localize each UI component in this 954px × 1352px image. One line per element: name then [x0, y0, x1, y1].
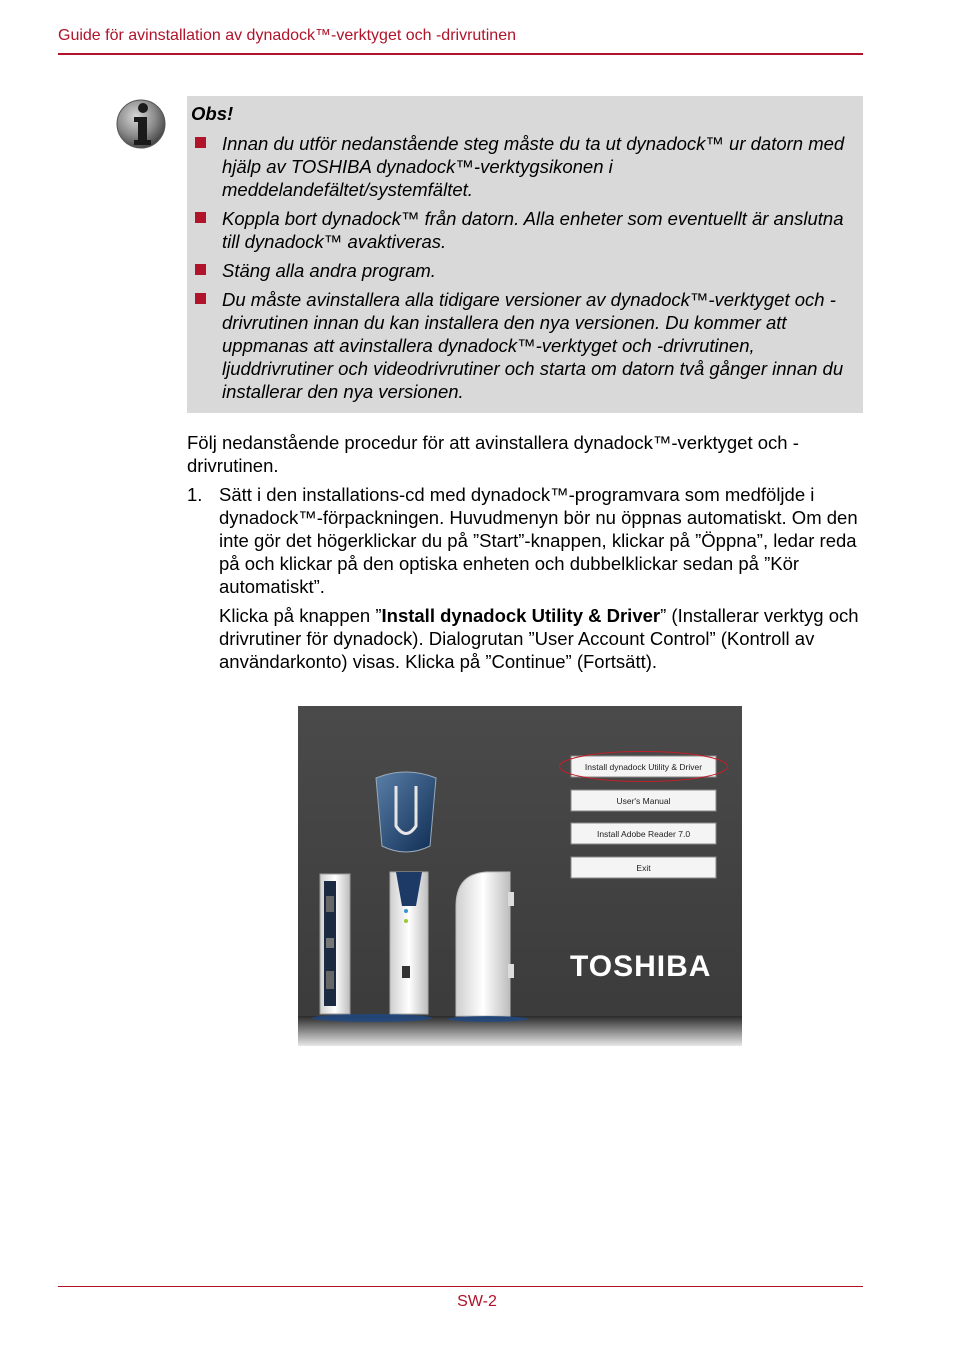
note-item [191, 132, 857, 201]
note-item-text: Koppla bort dynadock™ från datorn. Alla enheter som eventuellt är anslutna till dynadock™ avaktiveras. [222, 208, 844, 252]
note-item-text: Du måste avinstallera alla tidigare versioner av dynadock™-verktyget och -drivrutinen innan du kan installera den nya versionen. Du kommer att uppmanas att avinstallera dynadock™-verktyget och -drivrutinen, ljuddrivrutiner och videodrivrutiner och starta om datorn två gånger innan du installerar den nya versionen. [222, 289, 844, 402]
button-label: User's Manual [616, 796, 671, 806]
device-dock-white-icon [456, 872, 514, 1016]
note-item-text: Stäng alla andra program. [222, 260, 436, 281]
instruction-button-name: Install dynadock Utility & Driver [381, 605, 661, 626]
instruction-prefix: Klicka på knappen ” [219, 605, 382, 626]
installer-screenshot [298, 706, 742, 1046]
exit-button[interactable] [571, 857, 716, 878]
button-label: Install dynadock Utility & Driver [584, 762, 703, 772]
toshiba-logo: TOSHIBA [570, 950, 712, 983]
device-dock-side-icon [320, 874, 350, 1014]
footer-rule [58, 1286, 863, 1287]
running-header: Guide för avinstallation av dynadock™-verktyget och -drivrutinen [58, 27, 516, 44]
note-item [191, 259, 857, 282]
note-item [191, 288, 857, 403]
header-rule [58, 53, 863, 55]
note-item-text: Innan du utför nedanstående steg måste du ta ut dynadock™ ur datorn med hjälp av TOSHIBA dynadock™-verktygsikonen i meddelandefältet/systemfältet. [222, 133, 845, 200]
note-title: Obs! [191, 103, 234, 124]
device-dock-blue-icon [376, 772, 436, 852]
intro-paragraph: Följ nedanstående procedur för att avinstallera dynadock™-verktyget och -drivrutinen. [187, 432, 799, 476]
bullet-square [195, 212, 206, 223]
install-dynadock-button[interactable] [571, 756, 716, 777]
step-text: Sätt i den installations-cd med dynadock™-programvara som medföljde i dynadock™-förpackningen. Huvudmenyn bör nu öppnas automatiskt. Om den inte gör det högerklickar du på ”Start”-knappen, klickar på ”Öppna”, ledar reda på och klickar på den optiska enheten och dubbelklickar sedan på ”Kör automatiskt”. [219, 484, 858, 597]
users-manual-button[interactable] [571, 790, 716, 811]
button-label: Exit [636, 863, 651, 873]
bullet-square [195, 137, 206, 148]
bullet-square [195, 293, 206, 304]
note-box [187, 96, 863, 413]
page-number: SW-2 [457, 1293, 497, 1310]
info-icon [114, 97, 170, 153]
note-item [191, 207, 857, 253]
step-number: 1. [187, 484, 203, 505]
device-dock-tower-icon [390, 872, 428, 1014]
instruction-suffix: ” (Installerar verktyg och drivrutiner för dynadock). Dialogrutan ”User Account Control” (Kontroll av användarkonto) visas. Klicka på ”Continue” (Fortsätt). [219, 605, 859, 672]
install-adobe-reader-button[interactable] [571, 823, 716, 844]
bullet-square [195, 264, 206, 275]
step-1-instruction [219, 604, 864, 673]
button-label: Install Adobe Reader 7.0 [596, 829, 691, 839]
